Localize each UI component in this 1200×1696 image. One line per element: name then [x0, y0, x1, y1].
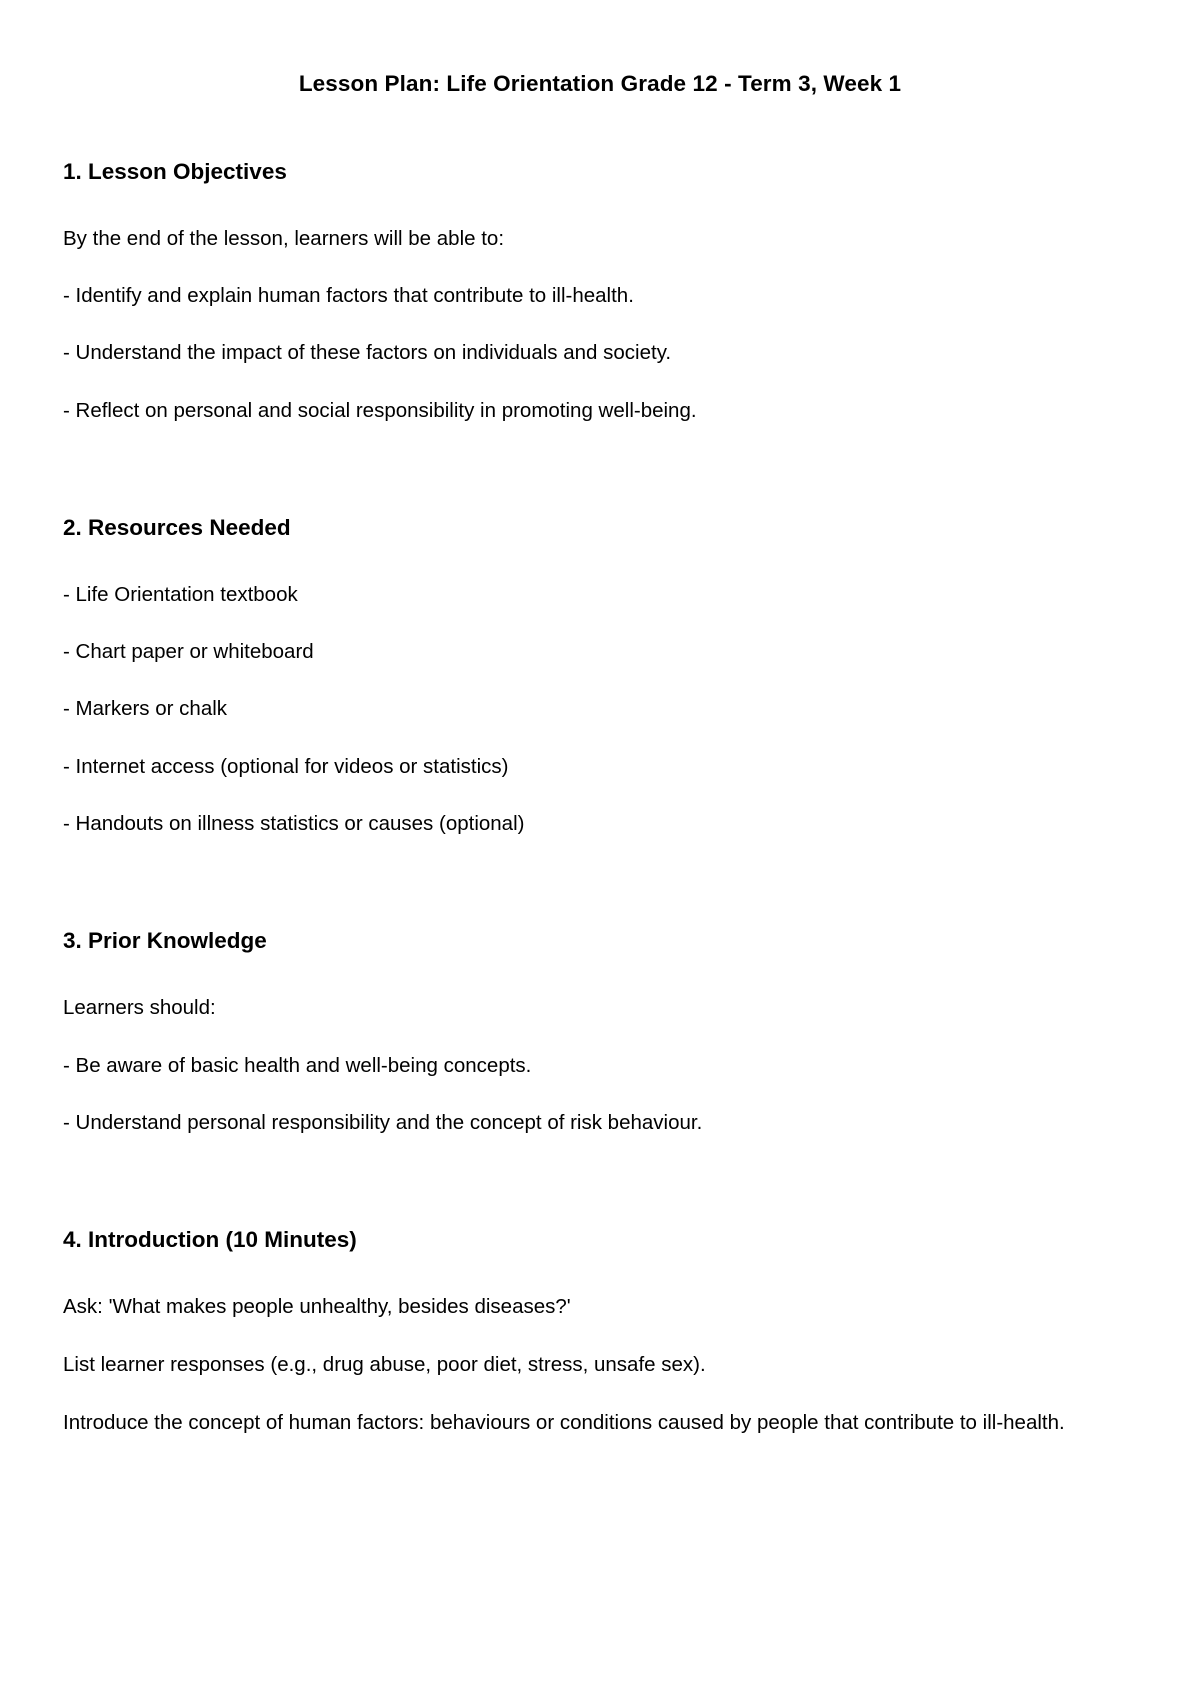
resource-item: - Internet access (optional for videos or statistics)	[63, 755, 509, 778]
resource-item: - Life Orientation textbook	[63, 583, 298, 606]
introduction-paragraph: Introduce the concept of human factors: behaviours or conditions caused by people that contribute to ill-health.	[63, 1411, 1065, 1434]
prior-knowledge-item: - Be aware of basic health and well-being concepts.	[63, 1054, 532, 1077]
section-heading-prior-knowledge: 3. Prior Knowledge	[63, 928, 267, 953]
objective-item: - Reflect on personal and social responsibility in promoting well-being.	[63, 399, 697, 422]
section-heading-introduction: 4. Introduction (10 Minutes)	[63, 1227, 357, 1252]
resource-item: - Handouts on illness statistics or causes (optional)	[63, 812, 525, 835]
introduction-item: List learner responses (e.g., drug abuse, poor diet, stress, unsafe sex).	[63, 1353, 706, 1376]
document-title: Lesson Plan: Life Orientation Grade 12 - Term 3, Week 1	[298, 71, 902, 96]
resource-item: - Chart paper or whiteboard	[63, 640, 314, 663]
prior-knowledge-item: - Understand personal responsibility and the concept of risk behaviour.	[63, 1111, 703, 1134]
section-heading-objectives: 1. Lesson Objectives	[63, 159, 287, 184]
objective-item: - Understand the impact of these factors on individuals and society.	[63, 341, 672, 364]
section-heading-resources: 2. Resources Needed	[63, 515, 291, 540]
objective-item: - Identify and explain human factors that contribute to ill-health.	[63, 284, 634, 307]
objectives-intro: By the end of the lesson, learners will be able to:	[63, 227, 505, 250]
resource-item: - Markers or chalk	[63, 697, 228, 720]
introduction-item: Ask: 'What makes people unhealthy, besides diseases?'	[63, 1295, 571, 1318]
prior-knowledge-intro: Learners should:	[63, 996, 216, 1019]
